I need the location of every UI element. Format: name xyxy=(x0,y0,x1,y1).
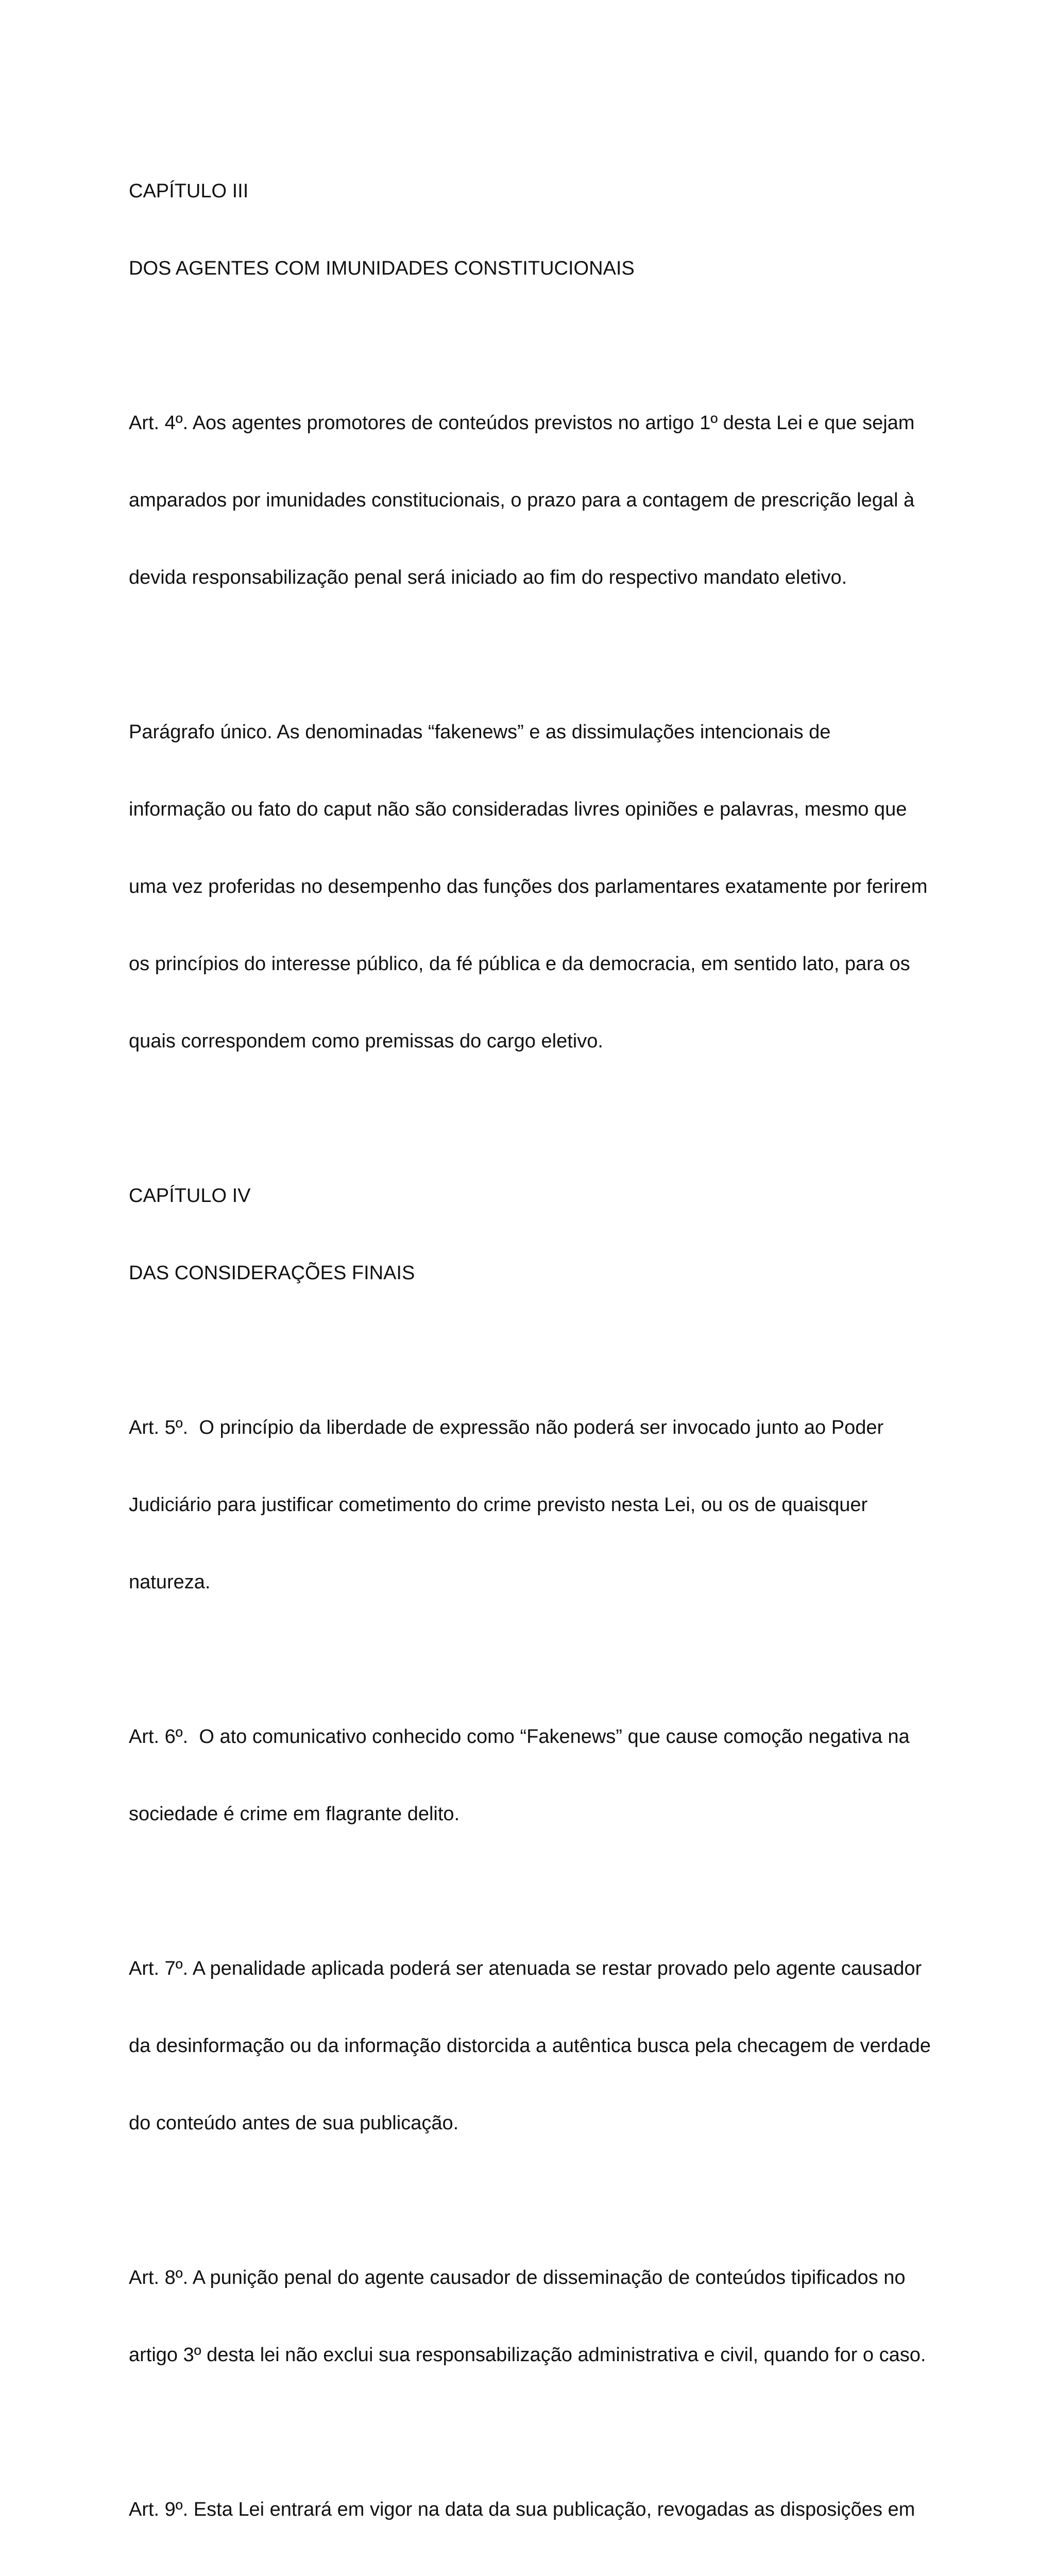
chapter-3-block xyxy=(129,127,932,333)
article-7-line: Art. 7º. A penalidade aplicada poderá ser atenuada se restar provado pelo agente causador xyxy=(129,1958,922,1979)
paragrafo-unico xyxy=(129,668,932,1106)
article-8 xyxy=(129,2213,932,2419)
article-9 xyxy=(129,2445,932,2576)
document-page xyxy=(129,127,932,2576)
article-9-line xyxy=(129,2574,932,2576)
chapter-3-heading: CAPÍTULO III xyxy=(129,180,249,202)
article-6-line: Art. 6º. O ato comunicativo conhecido como “Fakenews” que cause comoção negativa na xyxy=(129,1726,910,1748)
article-5-line: natureza. xyxy=(129,1571,211,1593)
article-6-line: sociedade é crime em flagrante delito. xyxy=(129,1803,460,1825)
article-8-line: artigo 3º desta lei não exclui sua responsabilização administrativa e civil, quando for o caso. xyxy=(129,2344,926,2366)
article-7-line: do conteúdo antes de sua publicação. xyxy=(129,2112,459,2134)
article-7 xyxy=(129,1904,932,2188)
paragrafo-unico-line: uma vez proferidas no desempenho das funções dos parlamentares exatamente por ferirem xyxy=(129,876,928,897)
article-5-line: Art. 5º. O princípio da liberdade de expressão não poderá ser invocado junto ao Poder xyxy=(129,1417,884,1438)
article-4-line: devida responsabilização penal será iniciado ao fim do respectivo mandato eletivo. xyxy=(129,567,847,588)
chapter-4-title: DAS CONSIDERAÇÕES FINAIS xyxy=(129,1262,415,1284)
paragrafo-unico-line: os princípios do interesse público, da fé pública e da democracia, em sentido lato, para os xyxy=(129,953,910,975)
chapter-4-heading: CAPÍTULO IV xyxy=(129,1185,251,1207)
paragrafo-unico-line: informação ou fato do caput não são consideradas livres opiniões e palavras, mesmo que xyxy=(129,799,907,820)
chapter-3-title: DOS AGENTES COM IMUNIDADES CONSTITUCIONAIS xyxy=(129,258,635,279)
chapter-4-block xyxy=(129,1131,932,1337)
article-4-line: Art. 4º. Aos agentes promotores de conteúdos previstos no artigo 1º desta Lei e que sejam xyxy=(129,412,915,434)
article-4-line: amparados por imunidades constitucionais, o prazo para a contagem de prescrição legal à xyxy=(129,489,915,511)
paragrafo-unico-line: quais correspondem como premissas do cargo eletivo. xyxy=(129,1030,603,1052)
article-6 xyxy=(129,1672,932,1878)
article-5-line: Judiciário para justificar cometimento do crime previsto nesta Lei, ou os de quaisquer xyxy=(129,1494,868,1516)
article-9-line: Art. 9º. Esta Lei entrará em vigor na data da sua publicação, revogadas as disposições em xyxy=(129,2499,915,2520)
article-4 xyxy=(129,359,932,642)
paragrafo-unico-line: Parágrafo único. As denominadas “fakenews” e as dissimulações intencionais de xyxy=(129,721,831,743)
article-8-line: Art. 8º. A punição penal do agente causador de disseminação de conteúdos tipificados no xyxy=(129,2267,906,2289)
article-5 xyxy=(129,1363,932,1647)
article-7-line: da desinformação ou da informação distorcida a autêntica busca pela checagem de verdade xyxy=(129,2035,931,2057)
